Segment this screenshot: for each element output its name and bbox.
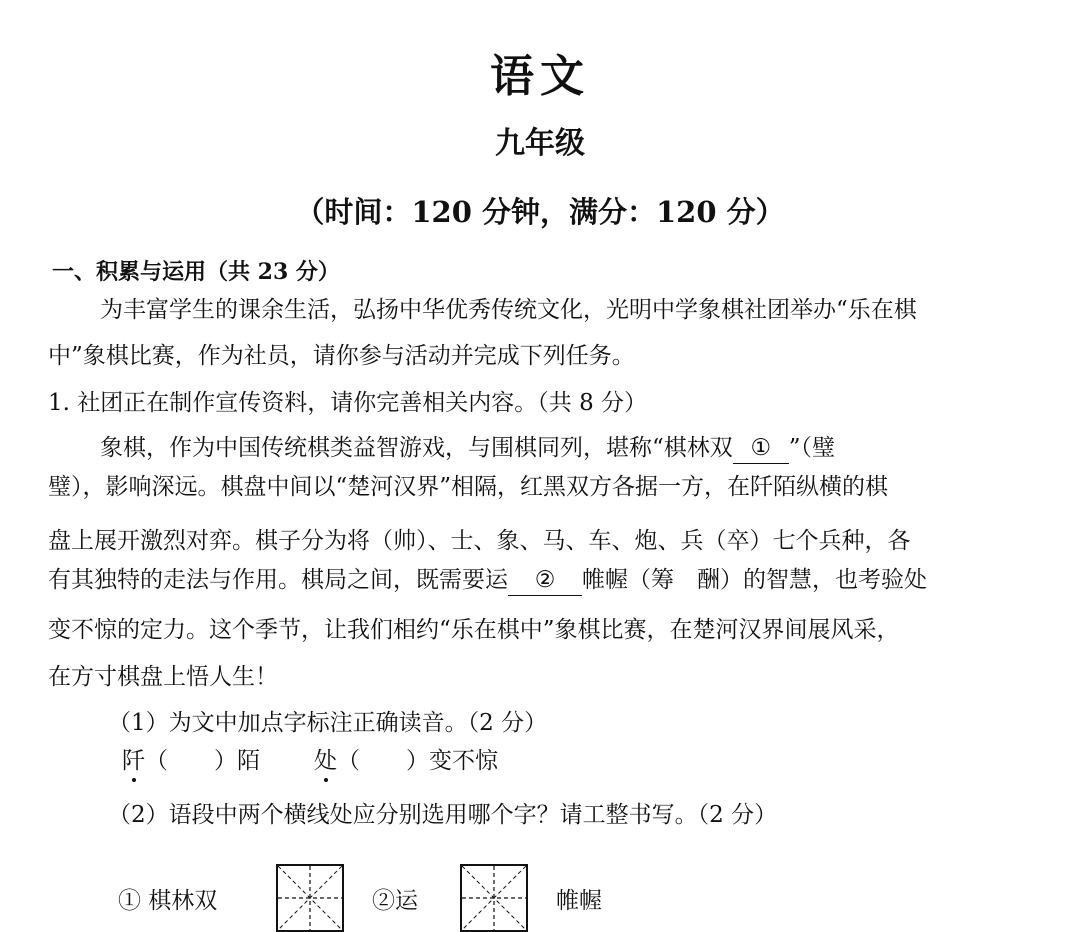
pinyin-items bbox=[122, 748, 498, 776]
answer-slot-2[interactable]: （ ）变不惊 bbox=[337, 748, 498, 774]
answer-label-1: ① 棋林双 bbox=[118, 888, 218, 914]
page-title: 语文 bbox=[490, 51, 590, 102]
passage-line-2: 璧），影响深远。棋盘中间以“楚河汉界”相隔，红黑双方各据一方，在阡陌纵横的棋 bbox=[48, 474, 889, 500]
intro-line-1: 为丰富学生的课余生活，弘扬中华优秀传统文化，光明中学象棋社团举办“乐在棋 bbox=[100, 297, 917, 323]
writing-grid-1[interactable] bbox=[276, 864, 344, 932]
time-info: （时间：120 分钟，满分：120 分） bbox=[295, 195, 785, 229]
passage-text: 有其独特的走法与作用。棋局之间，既需要运 bbox=[48, 567, 508, 593]
intro-line-2: 中”象棋比赛，作为社员，请你参与活动并完成下列任务。 bbox=[48, 343, 635, 369]
answer-label-3: 帷幄 bbox=[556, 888, 602, 914]
passage-line-6: 在方寸棋盘上悟人生！ bbox=[48, 664, 278, 690]
grid-guide-icon bbox=[278, 866, 342, 930]
blank-1: ① bbox=[733, 435, 789, 464]
passage-line-3: 盘上展开激烈对弈。棋子分为将（帅）、士、象、马、车、炮、兵（卒）七个兵种，各 bbox=[48, 528, 911, 554]
passage-text: 象棋，作为中国传统棋类益智游戏，与围棋同列，堪称“棋林双 bbox=[100, 435, 733, 461]
sub-question-2: （2）语段中两个横线处应分别选用哪个字？请工整书写。（2 分） bbox=[108, 802, 778, 828]
dotted-char-2: 处 bbox=[314, 748, 337, 774]
passage-line-5: 变不惊的定力。这个季节，让我们相约“乐在棋中”象棋比赛，在楚河汉界间展风采， bbox=[48, 617, 900, 643]
writing-grid-2[interactable] bbox=[460, 864, 528, 932]
question-1: 1. 社团正在制作宣传资料，请你完善相关内容。（共 8 分） bbox=[48, 390, 648, 416]
blank-2: ② bbox=[508, 567, 582, 596]
passage-line-4 bbox=[48, 567, 927, 596]
section-heading: 一、积累与运用（共 23 分） bbox=[52, 259, 340, 285]
answer-slot-1[interactable]: （ ）陌 bbox=[145, 748, 260, 774]
passage-text: ”（璧 bbox=[788, 435, 836, 461]
grid-guide-icon bbox=[462, 866, 526, 930]
passage-line-1 bbox=[100, 435, 835, 464]
dotted-char-1: 阡 bbox=[122, 748, 145, 774]
answer-label-2: ②运 bbox=[372, 888, 418, 914]
passage-text: 帷幄（筹 酬）的智慧，也考验处 bbox=[582, 567, 927, 593]
sub-question-1: （1）为文中加点字标注正确读音。（2 分） bbox=[108, 710, 548, 736]
grade-label: 九年级 bbox=[495, 126, 585, 161]
